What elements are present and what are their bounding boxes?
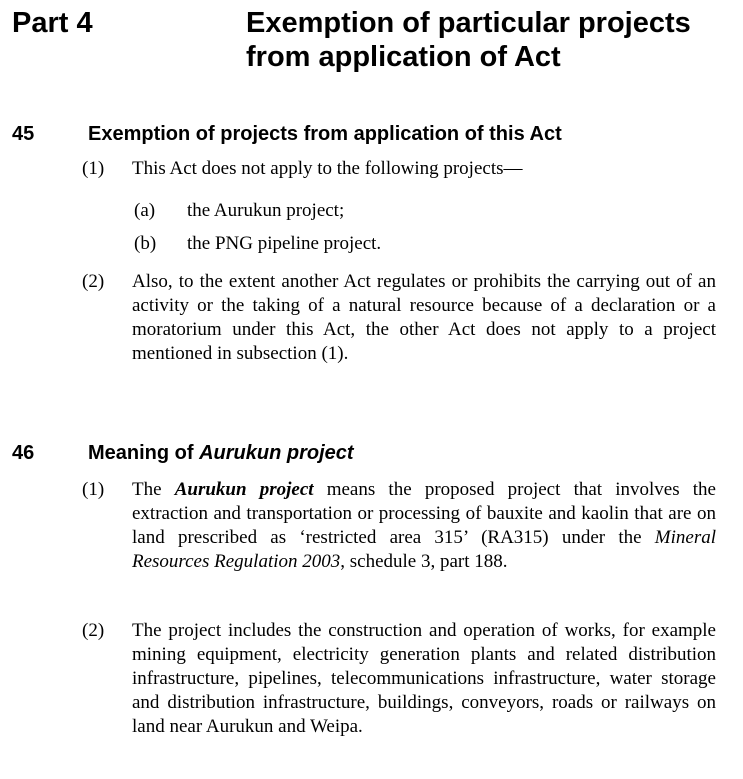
text-start: The: [132, 479, 175, 500]
section-46-number: 46: [12, 442, 35, 464]
subsection-text: [132, 478, 716, 574]
section-45-heading: Exemption of projects from application of this Act: [88, 123, 562, 145]
subsection-number: (1): [82, 479, 105, 500]
heading-prefix: Meaning of: [88, 442, 200, 464]
item-label: (a): [134, 200, 156, 221]
text-mid: means the proposed project that involves the extraction and transportation or processing of bauxite and kaolin that are on land prescribed as ‘restricted area 315’ (RA315) under the: [132, 479, 716, 548]
item-text: the Aurukun project;: [187, 200, 345, 221]
subsection-number: (2): [82, 620, 105, 641]
text-end: , schedule 3, part 188.: [340, 551, 508, 572]
citation: Mineral Resources Regulation 2003: [132, 527, 716, 572]
part-title: Exemption of particular projects from application of Act: [246, 7, 691, 73]
heading-term: Aurukun project: [199, 442, 354, 464]
subsection-text: Also, to the extent another Act regulates or prohibits the carrying out of an activity or the taking of a natural resource because of a declaration or a moratorium under this Act, the other Act does not apply to a project mentioned in subsection (1).: [132, 271, 716, 364]
section-45-number: 45: [12, 123, 35, 145]
item-label: (b): [134, 233, 157, 254]
subsection-text: The project includes the construction and operation of works, for example mining equipment, electricity generation plants and related distribution infrastructure, pipelines, telecommunications infrastructure, water storage and distribution infrastructure, buildings, conveyors, roads or railways on land near Aurukun and Weipa.: [132, 620, 716, 737]
subsection-number: (1): [82, 158, 105, 179]
defined-term: Aurukun project: [174, 479, 314, 500]
part-label: Part 4: [12, 7, 93, 39]
item-text: the PNG pipeline project.: [187, 233, 382, 254]
subsection-text: This Act does not apply to the following projects—: [132, 158, 523, 179]
section-46-heading: [88, 441, 354, 465]
subsection-number: (2): [82, 271, 105, 292]
